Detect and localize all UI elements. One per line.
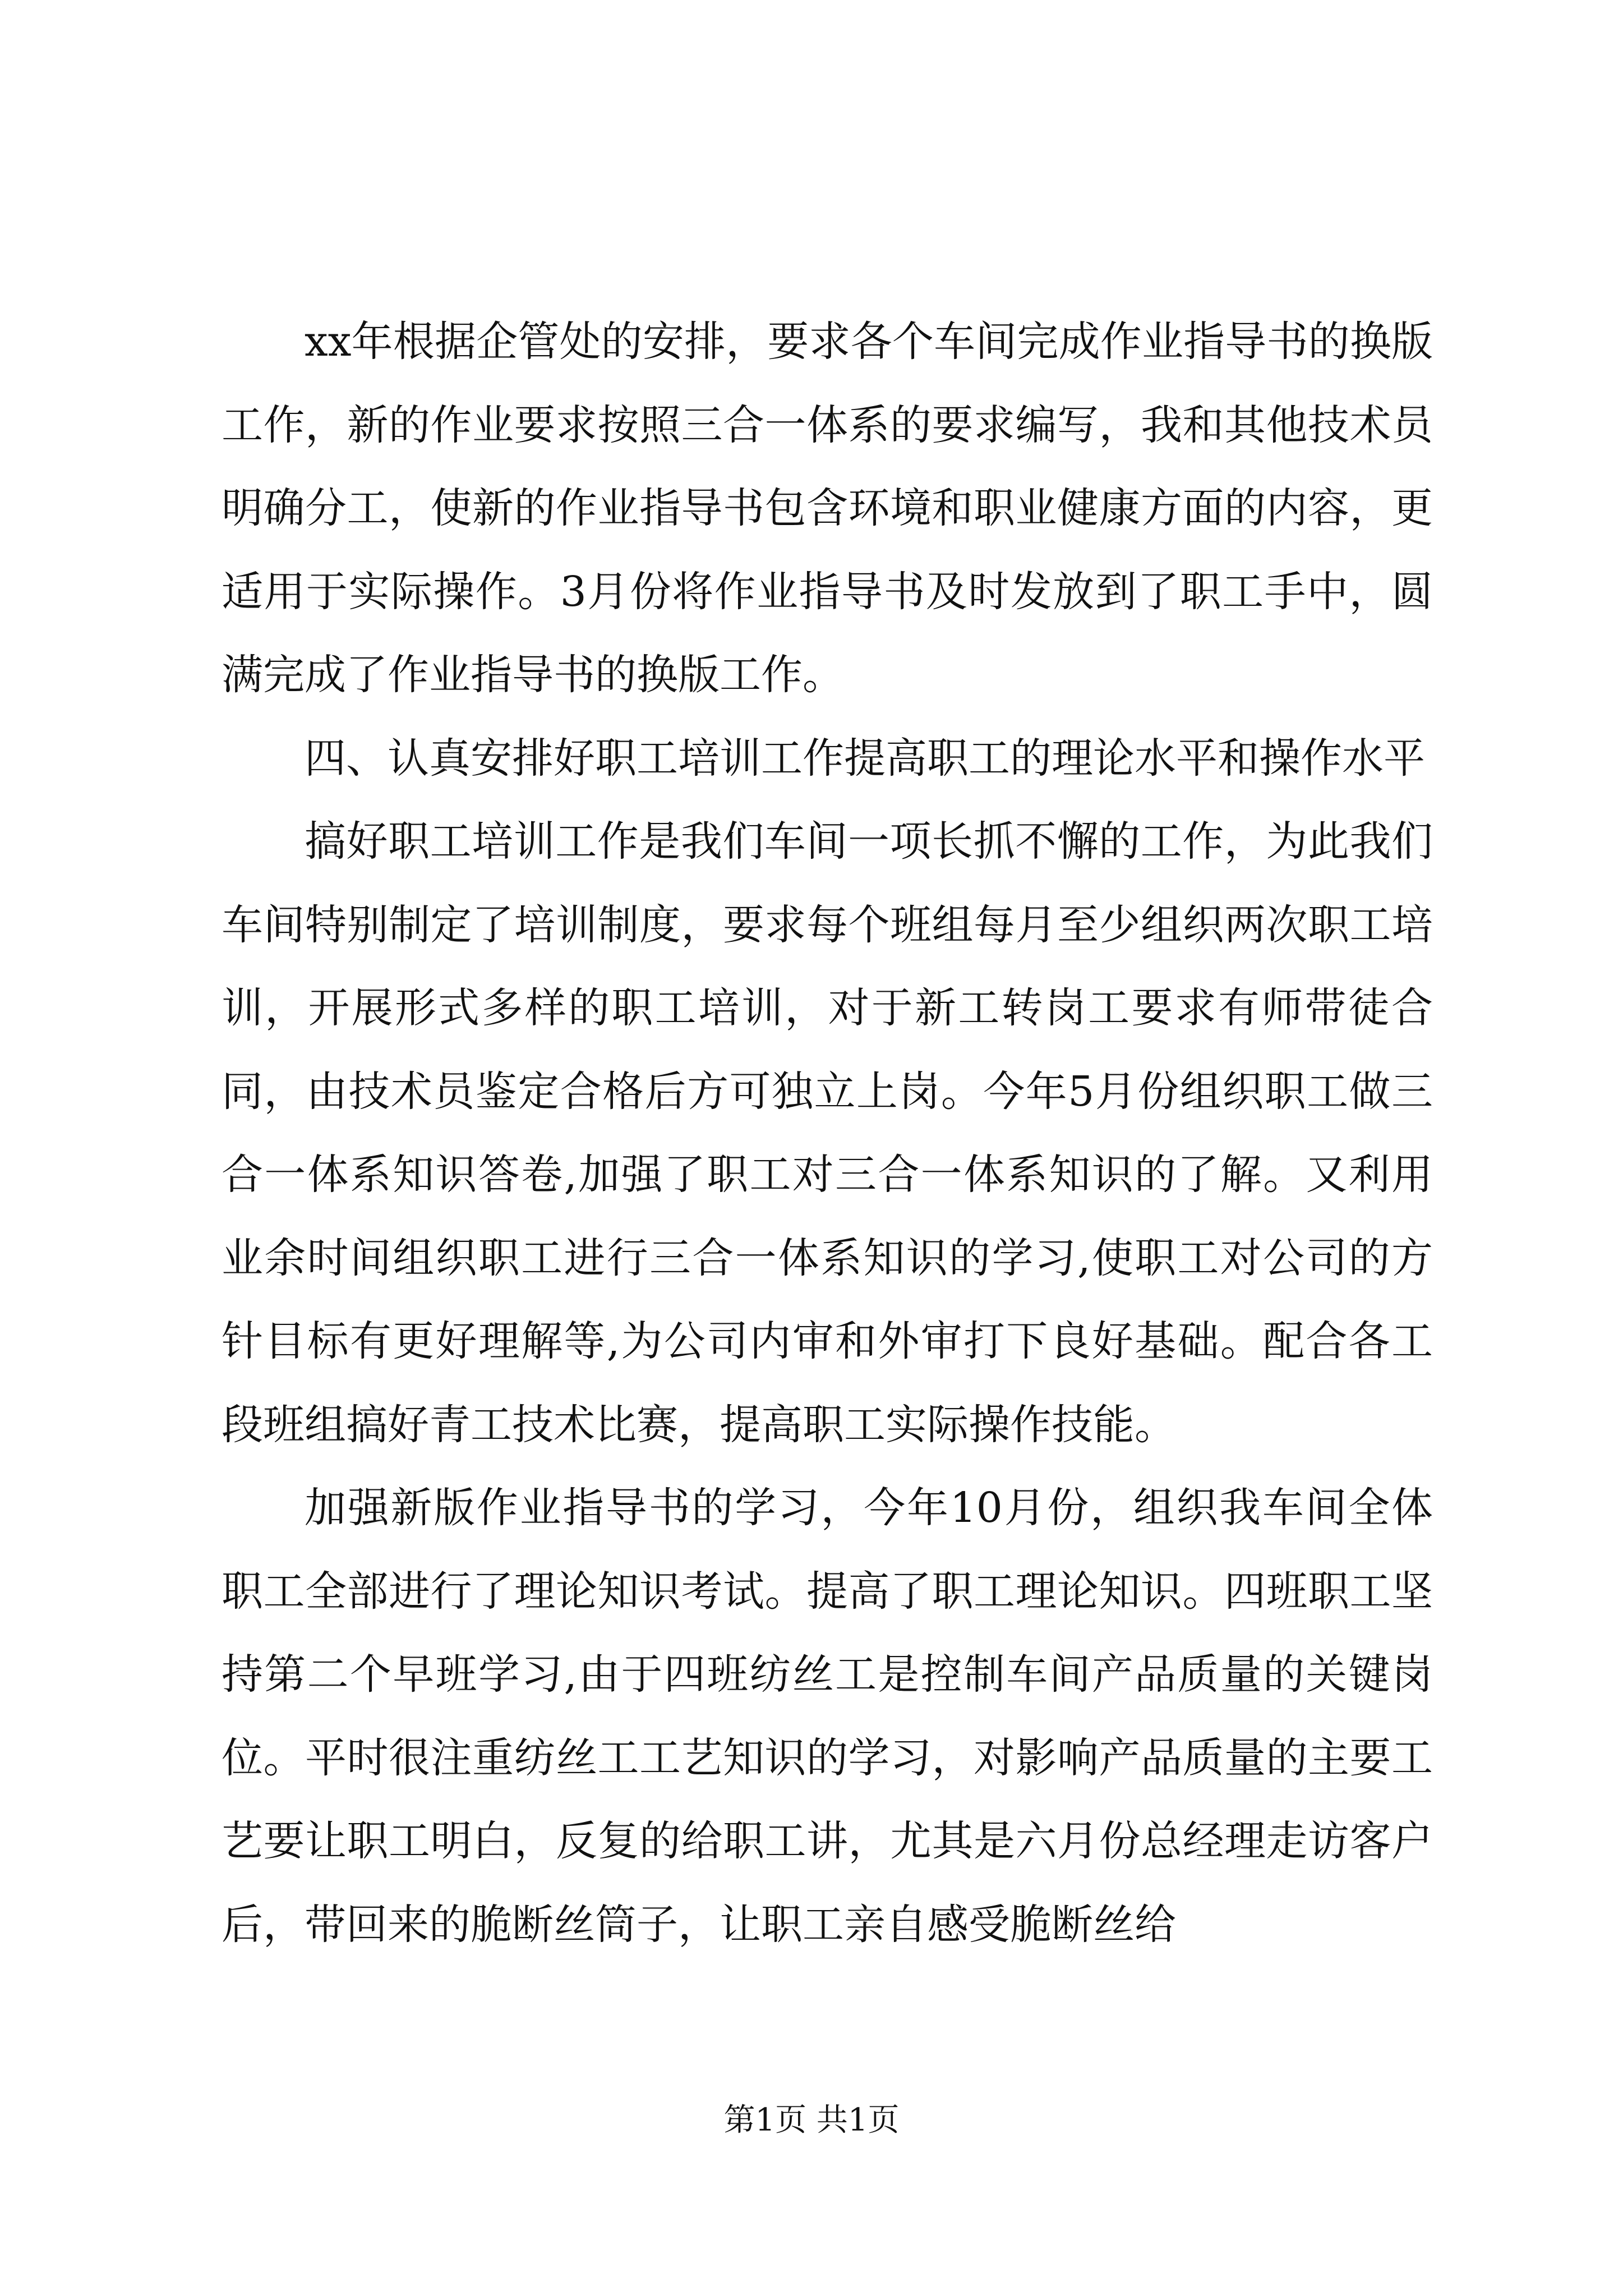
page-number: 第1页 共1页: [723, 2102, 900, 2138]
paragraph-manual-revision: xx年根据企管处的安排，要求各个车间完成作业指导书的换版工作，新的作业要求按照三合一体系的要求编写，我和其他技术员明确分工，使新的作业指导书包含环境和职业健康方面的内容，更适用于实际操作。3月份将作业指导书及时发放到了职工手中，圆满完成了作业指导书的换版工作。: [222, 318, 1433, 699]
section-heading-training: 四、认真安排好职工培训工作提高职工的理论水平和操作水平: [305, 734, 1425, 783]
paragraph-training-system: 搞好职工培训工作是我们车间一项长抓不懈的工作，为此我们车间特别制定了培训制度，要求每个班组每月至少组织两次职工培训，开展形式多样的职工培训，对于新工转岗工要求有师带徒合同，由技术员鉴定合格后方可独立上岗。今年5月份组织职工做三合一体系知识答卷,加强了职工对三合一体系知识的了解。又利用业余时间组织职工进行三合一体系知识的学习,使职工对公司的方针目标有更好理解等,为公司内审和外审打下良好基础。配合各工段班组搞好青工技术比赛，提高职工实际操作技能。: [222, 817, 1433, 1449]
paragraph-study-new-manual: 加强新版作业指导书的学习，今年10月份，组织我车间全体职工全部进行了理论知识考试。提高了职工理论知识。四班职工坚持第二个早班学习,由于四班纺丝工是控制车间产品质量的关键岗位。平时很注重纺丝工工艺知识的学习，对影响产品质量的主要工艺要让职工明白，反复的给职工讲，尤其是六月份总经理走访客户后，带回来的脆断丝筒子，让职工亲自感受脆断丝给: [222, 1484, 1433, 1949]
document-body: [222, 300, 1433, 1966]
page-footer: [0, 2101, 1623, 2140]
